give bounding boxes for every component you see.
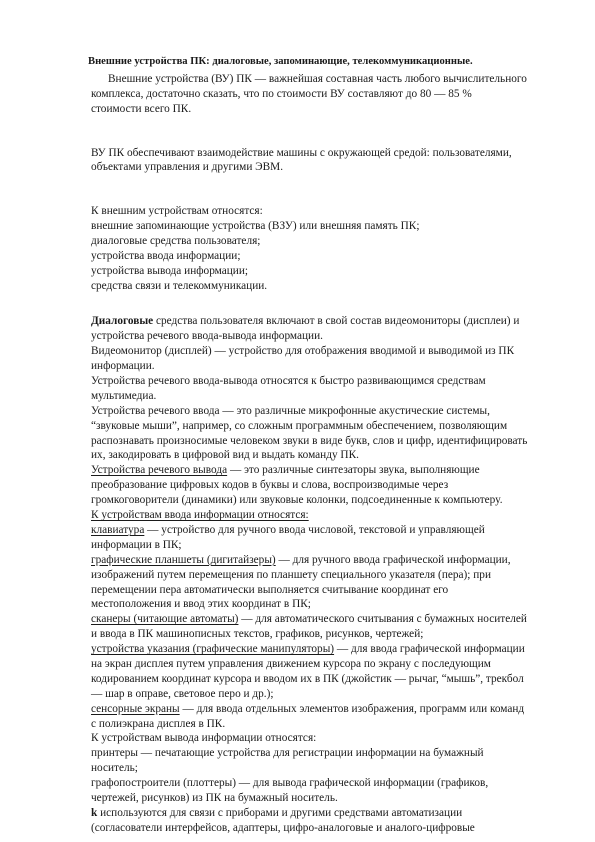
intro-line-3: стоимости всего ПК. [91,102,192,115]
plotters-line-2: чертежей, рисунков) из ПК на бумажный носитель. [91,791,338,804]
pointers-line-1-rest: — для ввода графической информации [334,643,525,656]
keyboard-line-2: информации в ПК; [91,538,182,551]
keyboard-line-1-rest: — устройство для ручного ввода числовой, текстовой и управляющей [144,523,485,536]
interaction-line-1: ВУ ПК обеспечивают взаимодействие машины с окружающей средой: пользователями, [91,146,512,159]
list-item: внешние запоминающие устройства (ВЗУ) или внешняя память ПК; [91,220,420,233]
comm-line-1-rest: используются для связи с приборами и другими средствами автоматизации [97,806,463,819]
comm-bold-term: k [91,806,98,819]
videomonitor-line-1: Видеомонитор (дисплей) — устройство для отображения вводимой и выводимой из ПК [91,345,515,358]
speech-out-line-2: преобразование цифровых кодов в буквы и слова, воспроизводимые через [91,479,449,492]
scanners-line-2: и ввода в ПК машинописных текстов, графиков, рисунков, чертежей; [91,628,424,641]
pointers-link[interactable]: устройства указания (графические манипуляторы) [91,643,335,656]
tablets-link[interactable]: графические планшеты (дигитайзеры) [91,553,276,566]
keyboard-line-1 [91,523,561,538]
dialog-line-2: устройства речевого ввода-вывода информации. [91,330,323,343]
touch-link[interactable]: сенсорные экраны [91,702,180,715]
tablets-line-1-rest: — для ручного ввода графической информации, [275,553,511,566]
list-item: устройства ввода информации; [91,249,241,262]
scanners-link[interactable]: сканеры (читающие автоматы) [91,613,239,626]
list-item: устройства вывода информации; [91,264,249,277]
speech-io-line-1: Устройства речевого ввода-вывода относятся к быстро развивающимся средствам [91,375,486,388]
scanners-line-1 [91,612,561,627]
scanners-line-1-rest: — для автоматического считывания с бумажных носителей [238,613,527,626]
keyboard-link[interactable]: клавиатура [91,523,145,536]
tablets-line-4: местоположения и ввод этих координат в ПК; [91,598,311,611]
speech-in-line-4: их, закодировать в цифровой вид и выдать команду ПК. [91,449,359,462]
dialog-line-1 [91,314,561,329]
pointers-line-2: на экран дисплея путем управления движением курсора по экрану с последующим [91,657,491,670]
speech-out-line-1-rest: — это различные синтезаторы звука, выполняющие [227,464,480,477]
printers-line-1: принтеры — печатающие устройства для регистрации информации на бумажный [91,747,484,760]
touch-line-1-rest: — для ввода отдельных элементов изображения, программ или команд [179,702,525,715]
list-intro: К внешним устройствам относятся: [91,205,263,218]
comm-line-1 [91,806,561,821]
plotters-line-1: графопостроители (плоттеры) — для вывода графической информации (графиков, [91,777,489,790]
speech-in-line-3: распознавать произносимые человеком звуки в виде букв, слов и цифр, идентифицировать [91,434,528,447]
pointers-line-3: кодированием координат курсора и вводом их в ПК (джойстик — рычаг, “мышь”, трекбол [91,672,524,685]
speech-in-line-1: Устройства речевого ввода — это различные микрофонные акустические системы, [91,404,490,417]
output-heading: К устройствам вывода информации относятся: [91,732,317,745]
document-body [91,72,561,836]
list-item: средства связи и телекоммуникации. [91,279,268,292]
speech-in-line-2: “звуковые мыши”, например, со сложным программным обеспечением, позволяющим [91,419,508,432]
dialog-bold-term: Диалоговые [91,315,154,328]
speech-out-line-1 [91,463,561,478]
dialog-line-1-rest: средства пользователя включают в свой состав видеомониторы (дисплеи) и [153,315,520,328]
speech-io-line-2: мультимедиа. [91,389,157,402]
tablets-line-2: изображений путем перемещения по планшету специального указателя (пера); при [91,568,492,581]
pointers-line-4: — шар в оправе, световое перо и др.); [91,687,274,700]
tablets-line-3: перемещении пера автоматически выполняется считывание координат его [91,583,449,596]
input-heading-link[interactable]: К устройствам ввода информации относятся: [91,509,309,522]
touch-line-1 [91,702,561,717]
touch-line-2: с полиэкрана дисплея в ПК. [91,717,226,730]
pointers-line-1 [91,642,561,657]
speech-out-line-3: громкоговорители (динамики) или звуковые колонки, подсоединенные к компьютеру. [91,494,503,507]
videomonitor-line-2: информации. [91,360,155,373]
speech-out-link[interactable]: Устройства речевого вывода [91,464,228,477]
tablets-line-1 [91,553,561,568]
printers-line-2: носитель; [91,762,138,775]
interaction-line-2: объектами управления и другими ЭВМ. [91,161,284,174]
intro-line-1: Внешние устройства (ВУ) ПК — важнейшая составная часть любого вычислительного [108,73,527,85]
document-title: Внешние устройства ПК: диалоговые, запоминающие, телекоммуникационные. [88,56,473,67]
comm-line-2: (согласователи интерфейсов, адаптеры, цифро-аналоговые и аналого-цифровые [91,821,475,834]
intro-line-2: комплекса, достаточно сказать, что по стоимости ВУ составляют до 80 — 85 % [91,87,472,100]
list-item: диалоговые средства пользователя; [91,235,261,248]
